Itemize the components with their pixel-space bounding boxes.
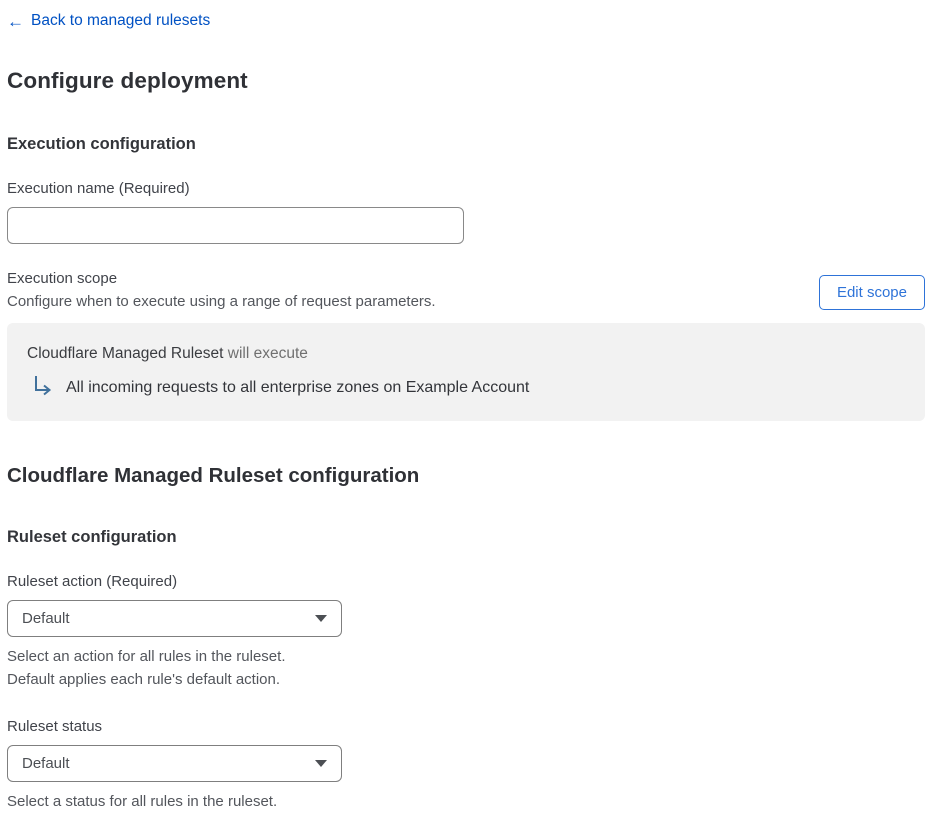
ruleset-action-help [7, 645, 925, 691]
ruleset-configuration-heading: Ruleset configuration [7, 528, 177, 546]
ruleset-status-help: Select a status for all rules in the ruleset. [7, 793, 278, 810]
ruleset-action-help-line2: Default applies each rule's default action. [7, 671, 281, 688]
execution-scope-description: Configure when to execute using a range of request parameters. [7, 292, 436, 310]
execution-name-label: Execution name (Required) [7, 179, 190, 197]
ruleset-status-selected-value: Default [22, 755, 70, 772]
edit-scope-button[interactable]: Edit scope [819, 275, 925, 311]
chevron-down-icon [315, 760, 327, 767]
back-to-managed-rulesets-link[interactable] [7, 12, 210, 30]
scope-summary-line [27, 345, 905, 363]
back-link-label: Back to managed rulesets [31, 12, 211, 29]
ruleset-action-select[interactable] [7, 600, 342, 637]
execution-scope-label: Execution scope [7, 269, 118, 287]
back-arrow-icon: ← [7, 11, 24, 31]
ruleset-action-label: Ruleset action (Required) [7, 573, 178, 590]
scope-detail-text: All incoming requests to all enterprise zones on Example Account [66, 379, 530, 396]
cloudflare-managed-ruleset-configuration-heading: Cloudflare Managed Ruleset configuration [7, 464, 420, 487]
corner-down-right-arrow-icon [32, 375, 54, 397]
scope-will-execute-text: will execute [223, 345, 308, 362]
ruleset-action-selected-value: Default [22, 610, 70, 627]
chevron-down-icon [315, 615, 327, 622]
page-title: Configure deployment [7, 67, 248, 93]
execution-scope-text-block [7, 270, 436, 310]
execution-scope-row [7, 270, 925, 311]
ruleset-action-help-line1: Select an action for all rules in the ruleset. [7, 648, 286, 665]
execution-name-input[interactable] [7, 207, 464, 244]
scope-detail-line [32, 375, 905, 397]
ruleset-status-select[interactable] [7, 745, 342, 782]
scope-summary-box [7, 323, 925, 421]
scope-ruleset-name: Cloudflare Managed Ruleset [27, 345, 224, 362]
execution-configuration-heading: Execution configuration [7, 134, 196, 153]
ruleset-status-label: Ruleset status [7, 718, 103, 735]
